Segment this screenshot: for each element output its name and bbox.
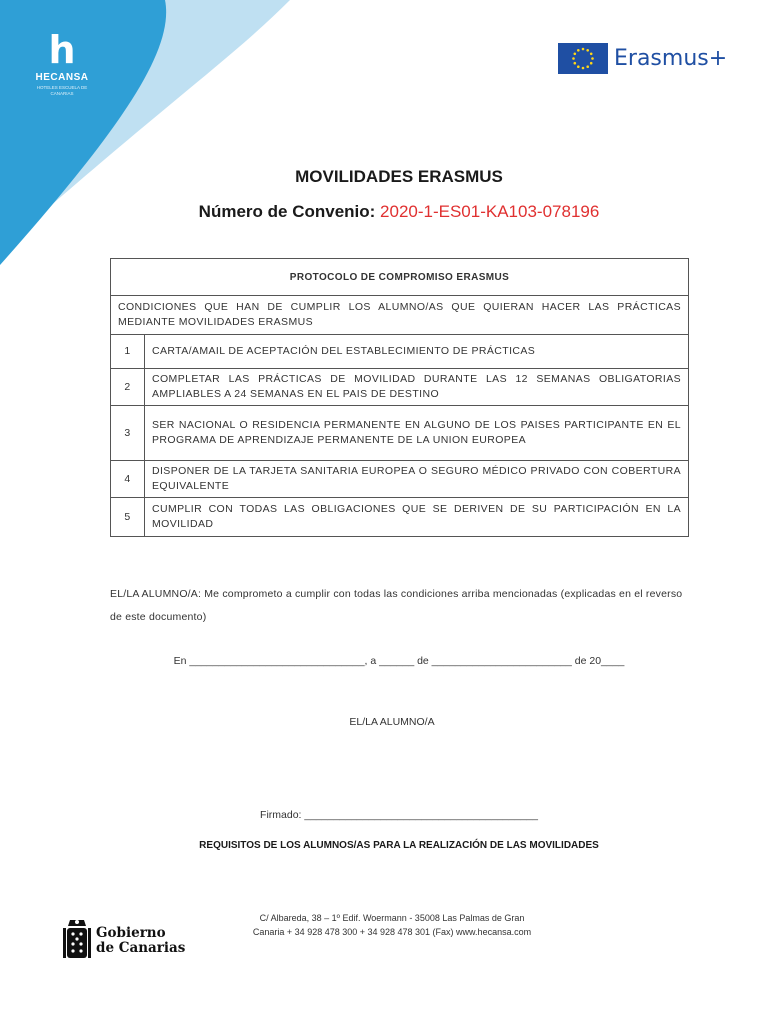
item-number: 3 xyxy=(111,406,145,461)
item-number: 1 xyxy=(111,335,145,369)
student-declaration: EL/LA ALUMNO/A: Me comprometo a cumplir con todas las condiciones arriba mencionadas (explicadas en el reverso de este documento) xyxy=(110,588,683,623)
table-row xyxy=(111,498,689,537)
table-row xyxy=(111,461,689,498)
footer-line-1: C/ Albareda, 38 – 1º Edif. Woermann - 35008 Las Palmas de Gran xyxy=(259,913,525,923)
hecansa-logo xyxy=(28,30,96,97)
table-row xyxy=(111,259,689,296)
item-number: 4 xyxy=(111,461,145,498)
hecansa-mark-icon: h xyxy=(48,28,76,72)
table-row xyxy=(111,369,689,406)
item-number: 5 xyxy=(111,498,145,537)
item-text: CARTA/AMAIL DE ACEPTACIÓN DEL ESTABLECIMIENTO DE PRÁCTICAS xyxy=(145,335,689,369)
hecansa-subtitle: HOTELES ESCUELA DE CANARIAS xyxy=(36,85,88,96)
item-text: COMPLETAR LAS PRÁCTICAS DE MOVILIDAD DURANTE LAS 12 SEMANAS OBLIGATORIAS AMPLIABLES A 24 SEMANAS EN EL PAIS DE DESTINO xyxy=(145,369,689,406)
table-row xyxy=(111,296,689,335)
footer-address xyxy=(0,911,770,939)
page-title: MOVILIDADES ERASMUS xyxy=(295,167,503,186)
signature-line: Firmado: ________________________________________ xyxy=(260,809,538,821)
eu-flag-icon xyxy=(558,43,608,74)
table-row xyxy=(111,406,689,461)
table-row xyxy=(111,335,689,369)
erasmus-name: Erasmus+ xyxy=(614,46,728,71)
item-text: DISPONER DE LA TARJETA SANITARIA EUROPEA O SEGURO MÉDICO PRIVADO CON COBERTURA EQUIVALENTE xyxy=(145,461,689,498)
requirements-title: REQUISITOS DE LOS ALUMNOS/AS PARA LA REALIZACIÓN DE LAS MOVILIDADES xyxy=(199,840,599,851)
protocol-heading: PROTOCOLO DE COMPROMISO ERASMUS xyxy=(111,259,689,296)
date-line: En ______________________________, a ______ de ________________________ de 20____ xyxy=(173,655,625,667)
convenio-number: 2020-1-ES01-KA103-078196 xyxy=(380,202,600,221)
item-text: CUMPLIR CON TODAS LAS OBLIGACIONES QUE SE DERIVEN DE SU PARTICIPACIÓN EN LA MOVILIDAD xyxy=(145,498,689,537)
convenio-line xyxy=(0,202,770,222)
footer-line-2: Canaria + 34 928 478 300 + 34 928 478 301 (Fax) www.hecansa.com xyxy=(252,927,532,937)
conditions-intro: CONDICIONES QUE HAN DE CUMPLIR LOS ALUMNO/AS QUE QUIERAN HACER LAS PRÁCTICAS MEDIANTE MOVILIDADES ERASMUS xyxy=(111,296,689,335)
item-text: SER NACIONAL O RESIDENCIA PERMANENTE EN ALGUNO DE LOS PAISES PARTICIPANTE EN EL PROGRAMA DE APRENDIZAJE PERMANENTE DE LA UNION EUROPEA xyxy=(145,406,689,461)
government-line-2: de Canarias xyxy=(96,940,186,956)
convenio-label: Número de Convenio: xyxy=(198,202,376,221)
student-label: EL/LA ALUMNO/A xyxy=(349,716,435,728)
erasmus-logo xyxy=(558,43,727,74)
item-number: 2 xyxy=(111,369,145,406)
hecansa-name: HECANSA xyxy=(35,72,89,83)
protocol-table xyxy=(110,258,689,537)
government-line-1: Gobierno xyxy=(96,925,166,941)
